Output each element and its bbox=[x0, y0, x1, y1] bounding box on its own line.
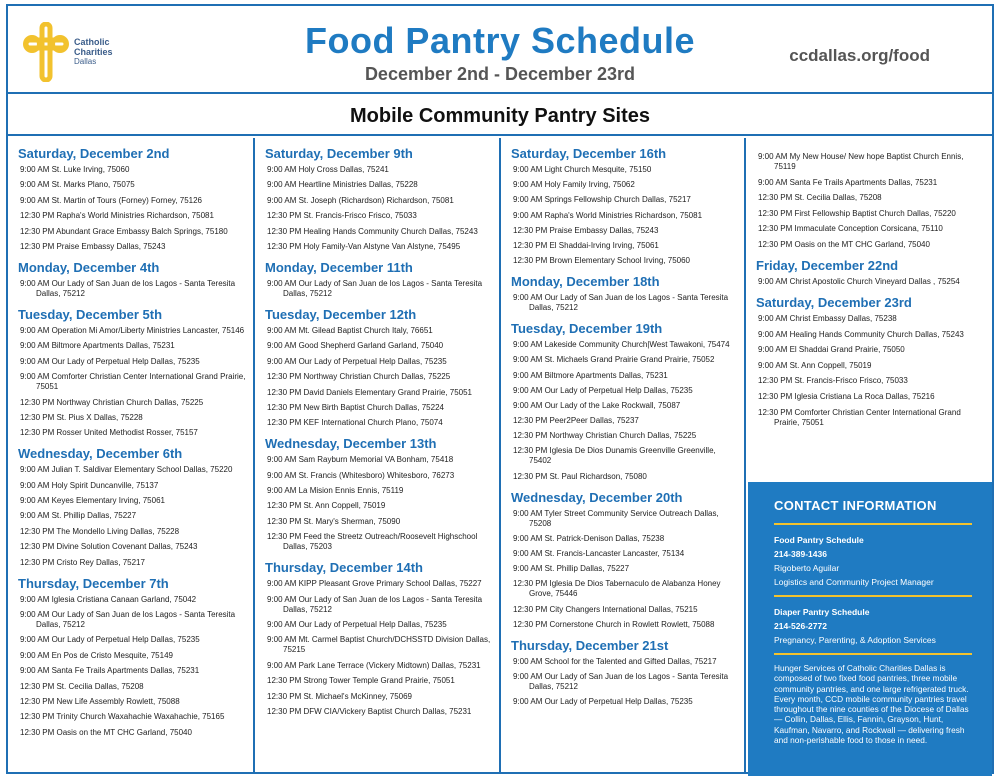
day-heading: Saturday, December 16th bbox=[511, 146, 667, 161]
food-pantry-contact-name: Rigoberto Aguilar bbox=[774, 563, 840, 573]
pantry-event: 12:30 PM Iglesia De Dios Dunamis Greenville Greenville, 75402 bbox=[513, 446, 716, 466]
pantry-event: 12:30 PM KEF International Church Plano, 75074 bbox=[267, 418, 443, 428]
pantry-event: 12:30 PM Comforter Christian Center International Grand Prairie, 75051 bbox=[758, 407, 961, 427]
pantry-event: 9:00 AM Our Lady of Perpetual Help Dallas, 75235 bbox=[20, 356, 200, 366]
pantry-event: 12:30 PM St. Michael's McKinney, 75069 bbox=[267, 691, 413, 701]
pantry-event: 9:00 AM St. Michaels Grand Prairie Grand Prairie, 75052 bbox=[513, 355, 715, 365]
pantry-event: 9:00 AM Our Lady of the Lake Rockwall, 75087 bbox=[513, 400, 681, 410]
pantry-event: 12:30 PM First Fellowship Baptist Church Dallas, 75220 bbox=[758, 208, 956, 218]
pantry-event: 12:30 PM Northway Christian Church Dallas, 75225 bbox=[20, 397, 204, 407]
pantry-event: 9:00 AM Holy Family Irving, 75062 bbox=[513, 180, 635, 190]
day-heading: Tuesday, December 5th bbox=[18, 306, 163, 322]
contact-panel bbox=[748, 482, 992, 776]
pantry-event: 12:30 PM Iglesia De Dios Tabernaculo de Alabanza Honey Grove, 75446 bbox=[513, 579, 721, 599]
pantry-event: 9:00 AM Our Lady of San Juan de los Lagos - Santa Teresita Dallas, 75212 bbox=[267, 278, 483, 298]
day-heading: Saturday, December 2nd bbox=[18, 146, 170, 161]
pantry-event: 9:00 AM Springs Fellowship Church Dallas, 75217 bbox=[513, 195, 691, 205]
pantry-event: 9:00 AM Operation Mi Amor/Liberty Ministries Lancaster, 75146 bbox=[20, 325, 245, 335]
food-pantry-phone[interactable]: 214-389-1436 bbox=[774, 549, 827, 559]
pantry-event: 12:30 PM New Birth Baptist Church Dallas, 75224 bbox=[267, 402, 444, 412]
pantry-event: 12:30 PM Rapha's World Ministries Richardson, 75081 bbox=[20, 211, 214, 221]
day-heading: Tuesday, December 19th bbox=[511, 321, 663, 337]
pantry-event: 12:30 PM Praise Embassy Dallas, 75243 bbox=[20, 241, 166, 251]
pantry-event: 9:00 AM KIPP Pleasant Grove Primary School Dallas, 75227 bbox=[267, 579, 482, 589]
pantry-event: 12:30 PM El Shaddai-Irving Irving, 75061 bbox=[513, 240, 659, 250]
pantry-event: 9:00 AM Our Lady of San Juan de los Lagos - Santa Teresita Dallas, 75212 bbox=[513, 671, 729, 691]
day-heading: Saturday, December 9th bbox=[265, 146, 413, 161]
pantry-event: 12:30 PM St. Pius X Dallas, 75228 bbox=[20, 412, 143, 422]
pantry-event: 12:30 PM Oasis on the MT CHC Garland, 75040 bbox=[20, 727, 192, 737]
food-pantry-label: Food Pantry Schedule bbox=[774, 535, 864, 545]
pantry-event: 9:00 AM Sam Rayburn Memorial VA Bonham, 75418 bbox=[267, 455, 454, 465]
pantry-event: 12:30 PM Abundant Grace Embassy Balch Springs, 75180 bbox=[20, 226, 228, 236]
pantry-event: 9:00 AM Our Lady of San Juan de los Lagos - Santa Teresita Dallas, 75212 bbox=[513, 293, 729, 313]
pantry-event: 12:30 PM Praise Embassy Dallas, 75243 bbox=[513, 225, 659, 235]
pantry-event: 9:00 AM Park Lane Terrace (Vickery Midtown) Dallas, 75231 bbox=[267, 660, 481, 670]
contact-title: CONTACT INFORMATION bbox=[774, 498, 937, 513]
pantry-event: 12:30 PM Holy Family-Van Alstyne Van Alstyne, 75495 bbox=[267, 241, 461, 251]
pantry-event: 9:00 AM Heartline Ministries Dallas, 75228 bbox=[267, 180, 418, 190]
pantry-event: 9:00 AM St. Francis (Whitesboro) Whitesboro, 76273 bbox=[267, 470, 455, 480]
day-heading: Wednesday, December 6th bbox=[18, 446, 183, 462]
pantry-event: 12:30 PM Peer2Peer Dallas, 75237 bbox=[513, 416, 639, 426]
pantry-event: 12:30 PM Brown Elementary School Irving, 75060 bbox=[513, 256, 690, 266]
diaper-pantry-role: Pregnancy, Parenting, & Adoption Services bbox=[774, 635, 936, 645]
pantry-event: 12:30 PM Northway Christian Church Dallas, 75225 bbox=[267, 372, 451, 382]
logo-line-dallas: Dallas bbox=[74, 57, 97, 66]
logo-line-charities: Charities bbox=[74, 47, 113, 57]
spacer bbox=[752, 138, 986, 152]
pantry-event: 9:00 AM Keyes Elementary Irving, 75061 bbox=[20, 496, 165, 506]
pantry-event: 12:30 PM St. Cecilia Dallas, 75208 bbox=[758, 193, 882, 203]
pantry-event: 9:00 AM Holy Spirit Duncanville, 75137 bbox=[20, 480, 159, 490]
schedule-column-1 bbox=[8, 138, 255, 774]
pantry-event: 9:00 AM Healing Hands Community Church Dallas, 75243 bbox=[758, 329, 964, 339]
day-heading: Friday, December 22nd bbox=[756, 257, 899, 273]
day-heading: Monday, December 11th bbox=[265, 259, 413, 275]
pantry-event: 12:30 PM DFW CIA/Vickery Baptist Church Dallas, 75231 bbox=[267, 706, 472, 716]
diaper-pantry-phone[interactable]: 214-526-2772 bbox=[774, 621, 827, 631]
divider bbox=[774, 595, 972, 597]
pantry-event: 12:30 PM Trinity Church Waxahachie Waxahachie, 75165 bbox=[20, 712, 225, 722]
pantry-event: 12:30 PM St. Francis-Frisco Frisco, 75033 bbox=[267, 211, 417, 221]
pantry-event: 9:00 AM Tyler Street Community Service Outreach Dallas, 75208 bbox=[513, 508, 719, 528]
pantry-event: 9:00 AM Lakeside Community Church|West Tawakoni, 75474 bbox=[513, 340, 730, 350]
pantry-event: 9:00 AM Comforter Christian Center International Grand Prairie, 75051 bbox=[20, 372, 246, 392]
pantry-event: 12:30 PM The Mondello Living Dallas, 75228 bbox=[20, 526, 180, 536]
pantry-event: 12:30 PM Oasis on the MT CHC Garland, 75040 bbox=[758, 239, 930, 249]
pantry-event: 9:00 AM St. Joseph (Richardson) Richardson, 75081 bbox=[267, 195, 454, 205]
pantry-event: 9:00 AM St. Phillip Dallas, 75227 bbox=[20, 511, 137, 521]
pantry-event: 12:30 PM St. Paul Richardson, 75080 bbox=[513, 471, 647, 481]
pantry-event: 12:30 PM Northway Christian Church Dallas, 75225 bbox=[513, 431, 697, 441]
pantry-event: 9:00 AM La Mision Ennis Ennis, 75119 bbox=[267, 486, 404, 496]
pantry-event: 9:00 AM St. Martin of Tours (Forney) Forney, 75126 bbox=[20, 195, 203, 205]
schedule-frame bbox=[6, 4, 994, 774]
pantry-event: 9:00 AM El Shaddai Grand Prairie, 75050 bbox=[758, 345, 905, 355]
pantry-event: 9:00 AM Christ Apostolic Church Vineyard Dallas , 75254 bbox=[758, 276, 960, 286]
day-heading: Wednesday, December 13th bbox=[265, 436, 437, 452]
pantry-event: 9:00 AM St. Phillip Dallas, 75227 bbox=[513, 564, 630, 574]
pantry-event: 12:30 PM Iglesia Cristiana La Roca Dallas, 75216 bbox=[758, 391, 935, 401]
pantry-event: 9:00 AM Biltmore Apartments Dallas, 75231 bbox=[20, 341, 175, 351]
divider bbox=[774, 523, 972, 525]
day-heading: Wednesday, December 20th bbox=[511, 489, 683, 505]
header bbox=[8, 6, 992, 94]
pantry-event: 9:00 AM Our Lady of Perpetual Help Dallas, 75235 bbox=[20, 635, 200, 645]
divider bbox=[774, 653, 972, 655]
pantry-event: 9:00 AM St. Patrick-Denison Dallas, 75238 bbox=[513, 533, 665, 543]
pantry-event: 9:00 AM Our Lady of Perpetual Help Dallas, 75235 bbox=[513, 697, 693, 707]
day-heading: Thursday, December 21st bbox=[511, 637, 669, 653]
pantry-event: 9:00 AM Our Lady of Perpetual Help Dallas, 75235 bbox=[267, 356, 447, 366]
pantry-event: 12:30 PM St. Cecilia Dallas, 75208 bbox=[20, 681, 144, 691]
day-heading: Monday, December 4th bbox=[18, 259, 160, 275]
pantry-event: 9:00 AM Biltmore Apartments Dallas, 75231 bbox=[513, 370, 668, 380]
pantry-event: 9:00 AM Our Lady of Perpetual Help Dallas, 75235 bbox=[513, 385, 693, 395]
pantry-event: 12:30 PM St. Ann Coppell, 75019 bbox=[267, 501, 386, 511]
pantry-event: 9:00 AM St. Luke Irving, 75060 bbox=[20, 165, 130, 174]
pantry-event: 9:00 AM Santa Fe Trails Apartments Dallas, 75231 bbox=[20, 666, 200, 676]
pantry-event: 9:00 AM Our Lady of San Juan de los Lagos - Santa Teresita Dallas, 75212 bbox=[20, 610, 236, 630]
hunger-services-description: Hunger Services of Catholic Charities Dallas is composed of two fixed food pantries, three mobile community pantries, and one large refrigerated truck. Every month, CCD mobile community pantries travel throughout the nine counties of the Diocese of Dallas — Collin, Dallas, Ellis, Fannin, Grayson, Hunt, Kaufman, Navarro, and Rockwall — delivering fresh and non-perishable food to those in need. bbox=[774, 663, 969, 746]
pantry-event: 9:00 AM Mt. Carmel Baptist Church/DCHSSTD Division Dallas, 75215 bbox=[267, 635, 491, 655]
pantry-event: 9:00 AM Santa Fe Trails Apartments Dallas, 75231 bbox=[758, 177, 938, 187]
pantry-event: 12:30 PM City Changers International Dallas, 75215 bbox=[513, 604, 698, 614]
pantry-event: 9:00 AM St. Marks Plano, 75075 bbox=[20, 180, 135, 190]
day-heading: Thursday, December 7th bbox=[18, 575, 169, 591]
pantry-event: 12:30 PM St. Mary's Sherman, 75090 bbox=[267, 516, 401, 526]
pantry-event: 9:00 AM My New House/ New hope Baptist Church Ennis, 75119 bbox=[758, 152, 964, 171]
page-title: Food Pantry Schedule bbox=[304, 20, 696, 61]
day-heading: Thursday, December 14th bbox=[265, 560, 423, 576]
pantry-event: 12:30 PM Rosser United Methodist Rosser, 75157 bbox=[20, 428, 198, 438]
pantry-event: 9:00 AM En Pos de Cristo Mesquite, 75149 bbox=[20, 650, 173, 660]
diaper-pantry-label: Diaper Pantry Schedule bbox=[774, 607, 870, 617]
day-heading: Saturday, December 23rd bbox=[756, 294, 912, 310]
pantry-event: 9:00 AM Mt. Gilead Baptist Church Italy, 76651 bbox=[267, 325, 433, 335]
pantry-event: 9:00 AM School for the Talented and Gifted Dallas, 75217 bbox=[513, 656, 717, 666]
day-heading: Tuesday, December 12th bbox=[265, 306, 417, 322]
pantry-event: 12:30 PM St. Francis-Frisco Frisco, 75033 bbox=[758, 376, 908, 386]
pantry-event: 12:30 PM Feed the Streetz Outreach/Roosevelt Highschool Dallas, 75203 bbox=[267, 532, 478, 552]
pantry-event: 12:30 PM Immaculate Conception Corsicana, 75110 bbox=[758, 224, 943, 234]
pantry-event: 9:00 AM St. Francis-Lancaster Lancaster, 75134 bbox=[513, 549, 685, 558]
pantry-event: 9:00 AM Christ Embassy Dallas, 75238 bbox=[758, 313, 897, 323]
pantry-event: 9:00 AM Our Lady of San Juan de los Lagos - Santa Teresita Dallas, 75212 bbox=[267, 594, 483, 614]
pantry-event: 9:00 AM Light Church Mesquite, 75150 bbox=[513, 165, 652, 174]
pantry-event: 12:30 PM Cornerstone Church in Rowlett Rowlett, 75088 bbox=[513, 619, 715, 629]
logo-line-catholic: Catholic bbox=[74, 37, 110, 47]
food-pantry-contact-role: Logistics and Community Project Manager bbox=[774, 577, 934, 587]
pantry-event: 9:00 AM Iglesia Cristiana Canaan Garland, 75042 bbox=[20, 594, 197, 604]
pantry-event: 9:00 AM Our Lady of San Juan de los Lagos - Santa Teresita Dallas, 75212 bbox=[20, 278, 236, 298]
day-heading: Monday, December 18th bbox=[511, 274, 660, 290]
pantry-event: 12:30 PM Cristo Rey Dallas, 75217 bbox=[20, 557, 145, 567]
pantry-event: 9:00 AM St. Ann Coppell, 75019 bbox=[758, 360, 872, 370]
section-title: Mobile Community Pantry Sites bbox=[8, 96, 992, 136]
date-range: December 2nd - December 23rd bbox=[364, 64, 636, 84]
pantry-event: 9:00 AM Good Shepherd Garland Garland, 75040 bbox=[267, 341, 444, 351]
pantry-event: 9:00 AM Our Lady of Perpetual Help Dallas, 75235 bbox=[267, 620, 447, 630]
pantry-event: 12:30 PM Healing Hands Community Church Dallas, 75243 bbox=[267, 226, 478, 236]
pantry-event: 9:00 AM Holy Cross Dallas, 75241 bbox=[267, 165, 389, 174]
pantry-event: 12:30 PM Divine Solution Covenant Dallas, 75243 bbox=[20, 542, 198, 552]
pantry-event: 9:00 AM Rapha's World Ministries Richardson, 75081 bbox=[513, 210, 703, 220]
pantry-event: 12:30 PM David Daniels Elementary Grand Prairie, 75051 bbox=[267, 387, 472, 397]
pantry-event: 12:30 PM New Life Assembly Rowlett, 75088 bbox=[20, 696, 180, 706]
website-link[interactable]: ccdallas.org/food bbox=[789, 46, 930, 65]
pantry-event: 9:00 AM Julian T. Saldivar Elementary School Dallas, 75220 bbox=[20, 465, 233, 475]
schedule-column-2 bbox=[255, 138, 501, 774]
pantry-event: 12:30 PM Strong Tower Temple Grand Prairie, 75051 bbox=[267, 676, 455, 686]
schedule-column-3 bbox=[501, 138, 746, 774]
